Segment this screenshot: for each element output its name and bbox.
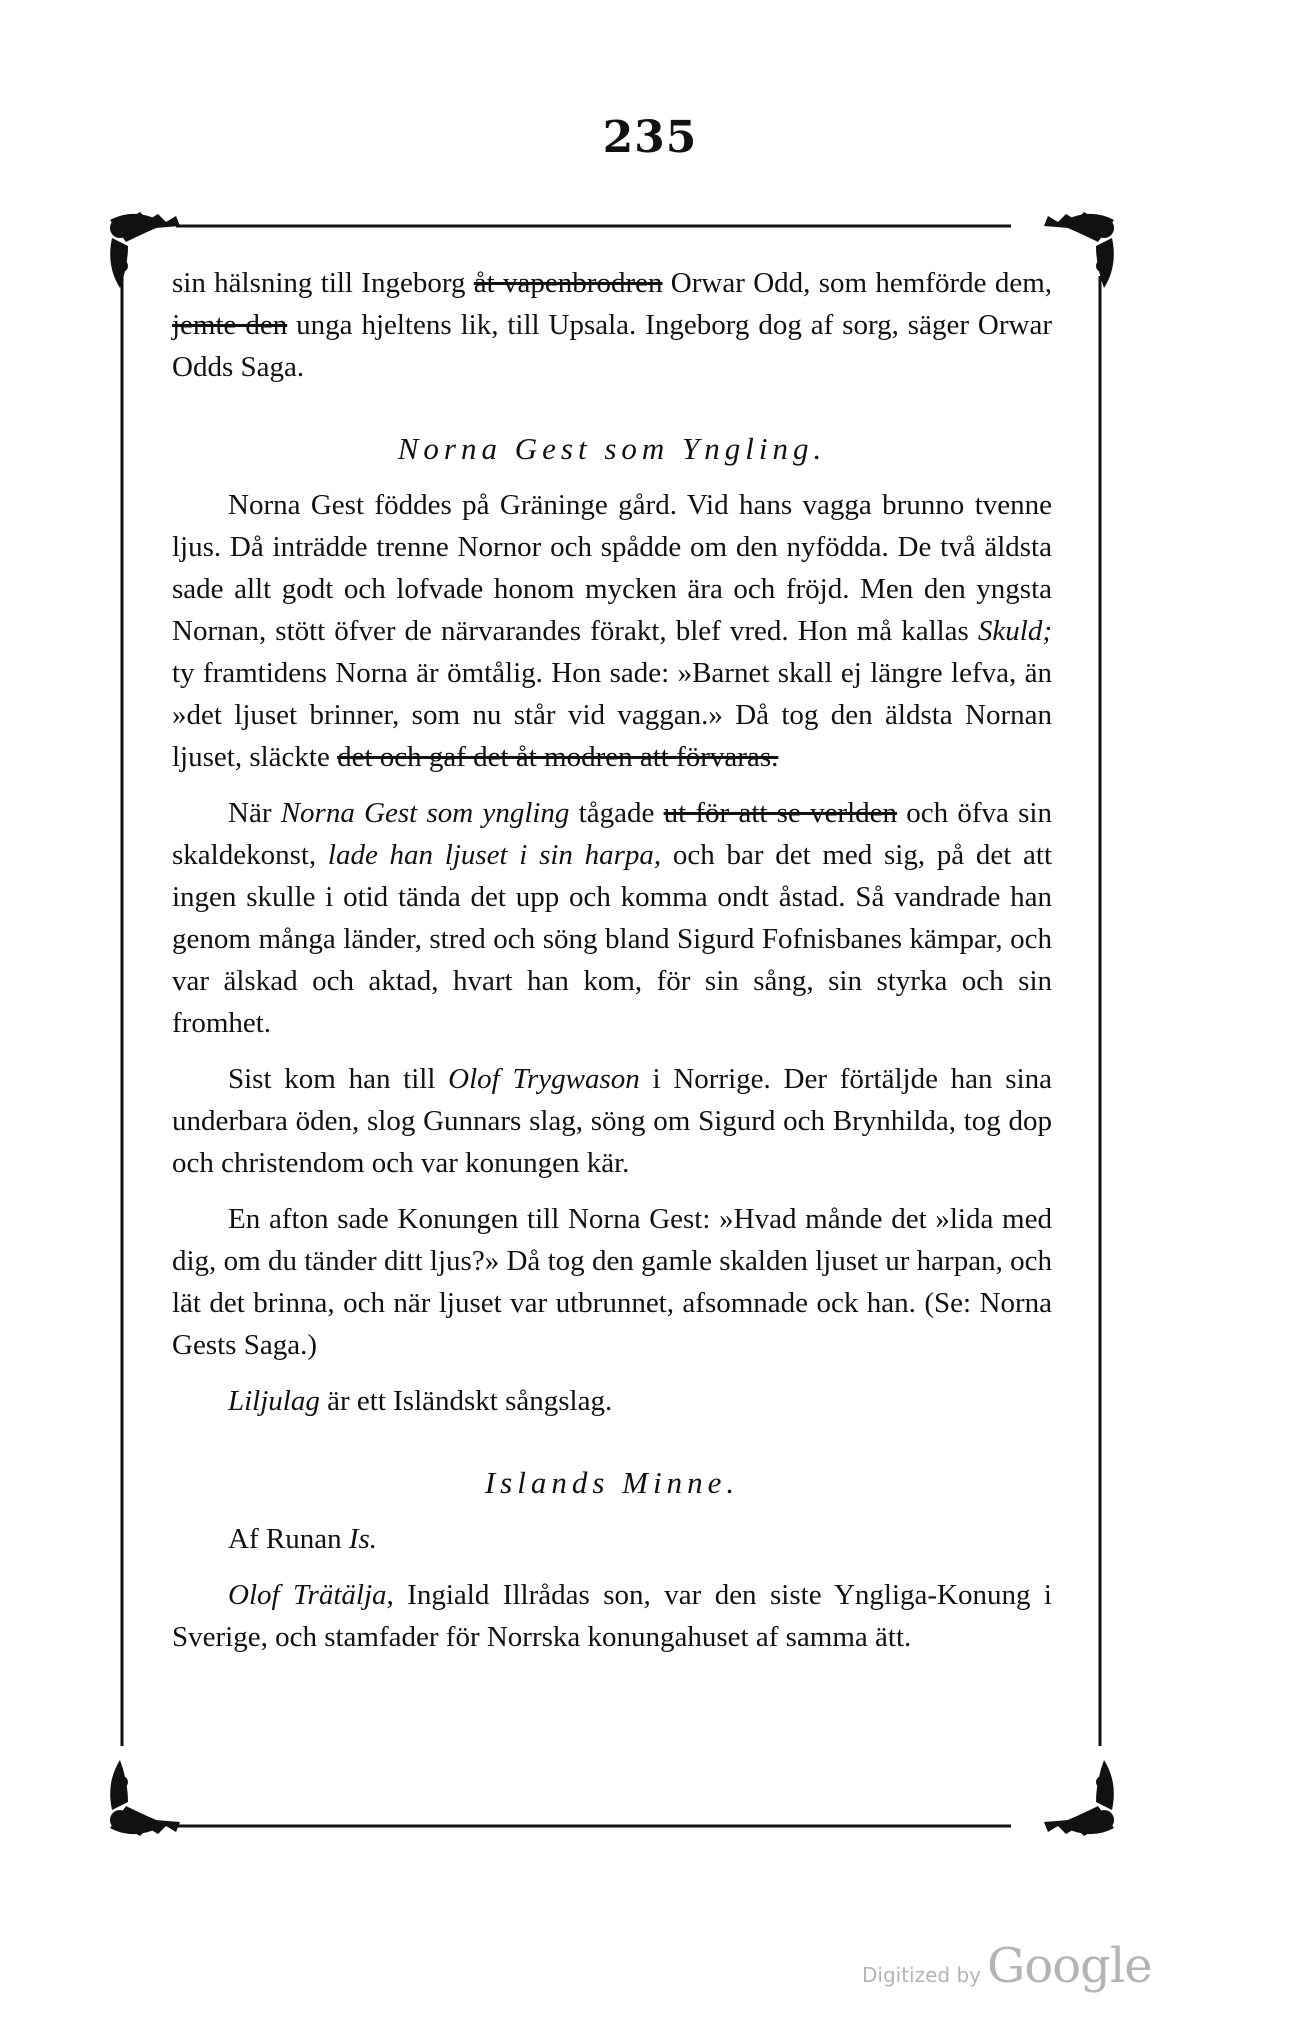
- page-number: 235: [602, 112, 698, 163]
- text-run: Sist kom han till: [228, 1063, 449, 1095]
- paragraph-olof-trygwason: [172, 1058, 1052, 1184]
- paragraph-liljulag: [172, 1380, 1052, 1422]
- italic-text: lade han ljuset i sin harpa,: [327, 839, 662, 871]
- paragraph-evening: En afton sade Konungen till Norna Gest: »Hvad månde det »lida med dig, om du tänder ditt ljus?» Då tog den gamle skalden ljuset ur harpan, och lät det brinna, och när ljuset var utbrunnet, afsomnade ock han. (Se: Norna Gests Saga.): [172, 1203, 1052, 1361]
- paragraph-olof-tratalja: [172, 1574, 1052, 1658]
- text-run: i Norrige. Der förtäljde han sina underbara öden, slog Gunnars slag, söng om Sigurd och Brynhilda, tog dop och christendom och var konungen kär.: [172, 1063, 1053, 1179]
- text-run: Af Runan: [228, 1523, 349, 1555]
- italic-text: Norna Gest som yngling: [280, 797, 570, 829]
- struck-text: det och gaf det åt modren att förvaras.: [337, 741, 779, 773]
- text-run: är ett Isländskt sångslag.: [319, 1385, 613, 1417]
- paragraph-norna-travels: [172, 792, 1052, 1044]
- corner-ornament-bottom-left: [110, 1760, 180, 1836]
- text-run: Ingiald Illrådas son, var den siste Yngliga-Konung i Sverige, och stamfader för Norrska konungahuset af samma ätt.: [172, 1579, 1052, 1653]
- text-run: När: [228, 797, 281, 829]
- text-run: och öfva sin skaldekonst,: [172, 797, 1052, 871]
- italic-text: Liljulag: [228, 1385, 320, 1417]
- corner-ornament-bottom-right: [1044, 1760, 1114, 1836]
- text-run: Norna Gest föddes på Gräninge gård. Vid hans vagga brunno tvenne ljus. Då inträdde trenne Nornor och spådde om den nyfödda. De två äldsta sade allt godt och lofvade honom mycken ära och fröjd. Men den yngsta Nornan, stött öfver de närvarandes förakt, blef vred. Hon må kallas: [172, 489, 1052, 647]
- page-body: [172, 262, 1052, 1672]
- text-run: och bar det med sig, på det att ingen skulle i otid tända det upp och komma ondt åstad. Så vandrade han genom många länder, stred och söng bland Sigurd Fofnisbanes kämpar, och var älskad och aktad, hvart han kom, för sin sång, sin styrka och sin fromhet.: [172, 839, 1053, 1039]
- digitization-watermark: [862, 1938, 1152, 1998]
- paragraph-runan-is: [172, 1518, 1052, 1560]
- italic-text: Skuld;: [977, 615, 1052, 647]
- struck-text: jemte den: [172, 309, 288, 341]
- section-heading-norna-gest: Norna Gest som Yngling.: [397, 431, 827, 466]
- italic-text: Is.: [348, 1523, 378, 1555]
- italic-text: Olof Trätälja,: [228, 1579, 394, 1611]
- struck-text: åt vapenbrodren: [473, 267, 663, 299]
- text-run: Orwar Odd, som hemförde dem,: [662, 267, 1052, 299]
- section-heading-islands-minne: Islands Minne.: [484, 1465, 740, 1500]
- text-run: ty framtidens Norna är ömtålig. Hon sade: »Barnet skall ej längre lefva, än »det ljuset brinner, som nu står vid vaggan.» Då tog den äldsta Nornan ljuset, släckte: [172, 657, 1052, 773]
- paragraph-norna-birth: [172, 484, 1052, 778]
- text-run: tågade: [569, 797, 664, 829]
- paragraph-ingeborg: [172, 262, 1052, 388]
- corner-ornament-top-left: [110, 212, 180, 288]
- google-logo-text: Google: [987, 1938, 1152, 1994]
- text-run: unga hjeltens lik, till Upsala. Ingeborg dog af sorg, säger Orwar Odds Saga.: [172, 309, 1052, 383]
- text-run: sin hälsning till Ingeborg: [172, 267, 474, 299]
- italic-text: Olof Trygwason: [448, 1063, 640, 1095]
- struck-text: ut för att se verlden: [663, 797, 898, 829]
- corner-ornament-top-right: [1044, 212, 1114, 288]
- digitized-by-label: Digitized by: [862, 1963, 981, 1987]
